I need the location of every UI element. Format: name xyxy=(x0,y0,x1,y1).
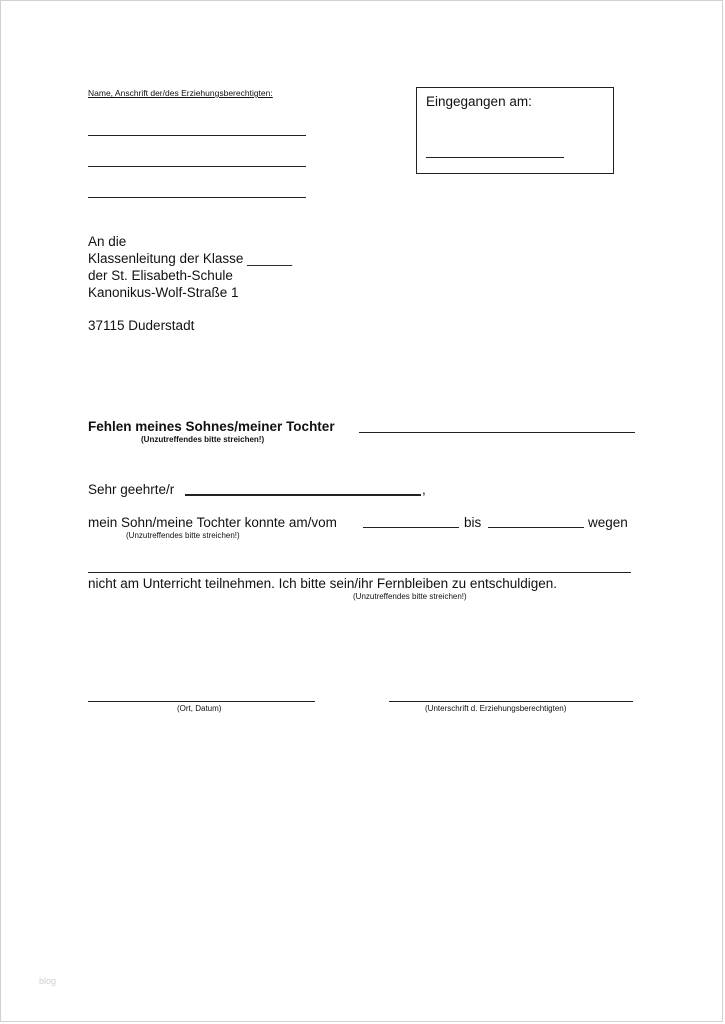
sender-line-3[interactable] xyxy=(88,197,306,198)
sentence-hint-1: (Unzutreffendes bitte streichen!) xyxy=(126,531,240,540)
signature-line[interactable] xyxy=(389,701,633,702)
sentence-start: mein Sohn/meine Tochter konnte am/vom xyxy=(88,515,337,530)
signature-label: (Unterschrift d. Erziehungsberechtigten) xyxy=(425,704,567,713)
watermark-text: blog xyxy=(39,976,57,986)
subject-hint: (Unzutreffendes bitte streichen!) xyxy=(141,435,265,444)
recipient-line-3: der St. Elisabeth-Schule xyxy=(88,268,233,283)
recipient-line-1: An die xyxy=(88,234,127,249)
sentence-bis: bis xyxy=(464,515,482,530)
sender-label: Name, Anschrift der/des Erziehungsberechtigten: xyxy=(88,88,273,98)
date-to-line[interactable] xyxy=(488,527,584,528)
subject-name-line[interactable] xyxy=(359,432,635,433)
sentence-hint-2: (Unzutreffendes bitte streichen!) xyxy=(353,592,467,601)
place-date-label: (Ort, Datum) xyxy=(177,704,222,713)
salutation-comma: , xyxy=(422,482,426,497)
date-from-line[interactable] xyxy=(363,527,459,528)
sentence-wegen: wegen xyxy=(588,515,628,530)
receipt-box xyxy=(416,87,614,174)
recipient-city: 37115 Duderstadt xyxy=(88,318,195,333)
place-date-line[interactable] xyxy=(88,701,315,702)
salutation: Sehr geehrte/r xyxy=(88,482,175,497)
recipient-line-2: Klassenleitung der Klasse ______ xyxy=(88,251,293,266)
sender-line-1[interactable] xyxy=(88,135,306,136)
sender-line-2[interactable] xyxy=(88,166,306,167)
salutation-name-line[interactable] xyxy=(185,494,421,496)
receipt-date-line[interactable] xyxy=(426,157,564,158)
subject-title: Fehlen meines Sohnes/meiner Tochter xyxy=(88,419,335,434)
receipt-label: Eingegangen am: xyxy=(426,94,532,109)
reason-line[interactable] xyxy=(88,572,631,573)
recipient-line-4: Kanonikus-Wolf-Straße 1 xyxy=(88,285,239,300)
sentence-end: nicht am Unterricht teilnehmen. Ich bitte sein/ihr Fernbleiben zu entschuldigen. xyxy=(88,576,557,591)
